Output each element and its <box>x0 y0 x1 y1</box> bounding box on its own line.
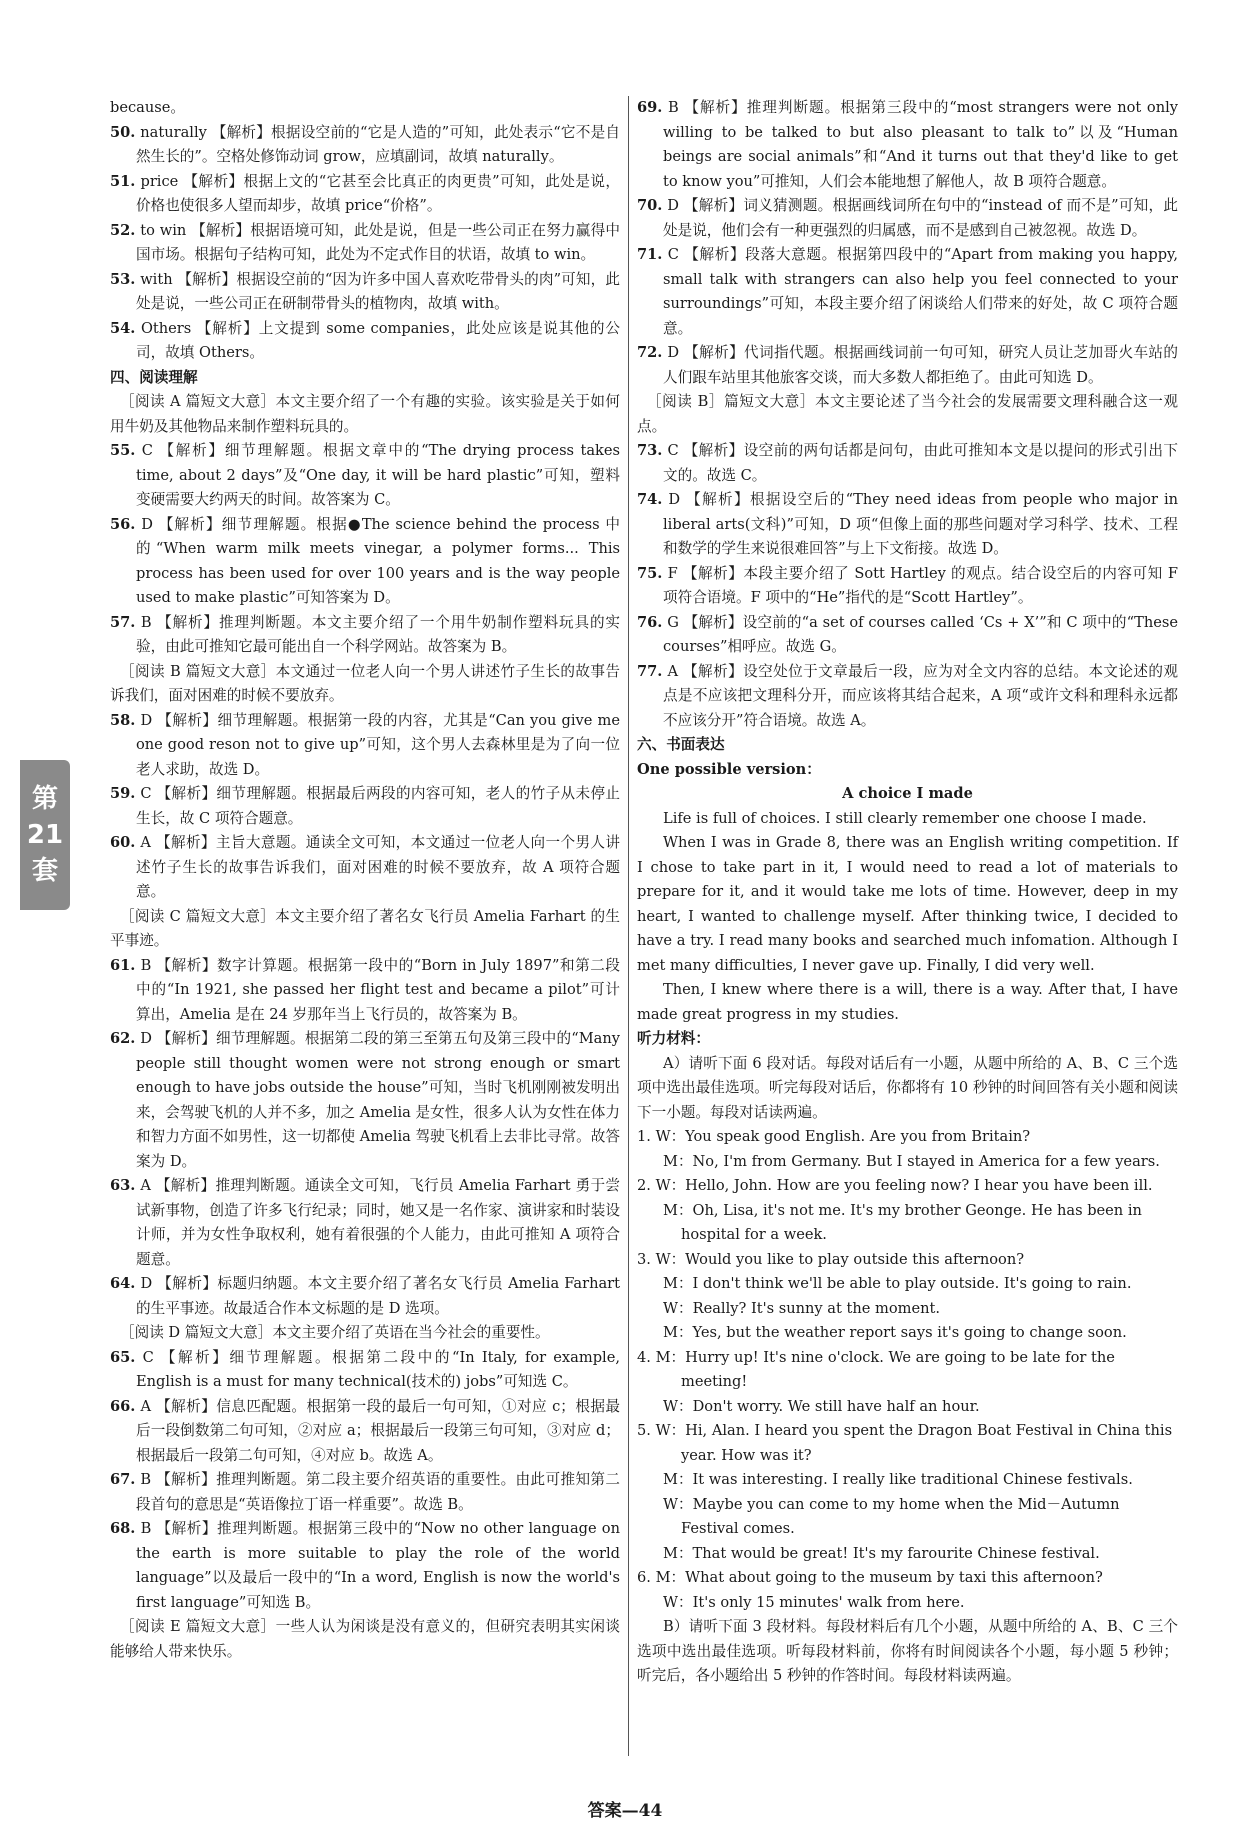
text-line: because。 <box>110 99 185 116</box>
essay-paragraph: Then, I knew where there is a will, there is a way. After that, I have made great progress in my studies. <box>637 981 1178 1023</box>
passage-summary: ［阅读 E 篇短文大意］一些人认为闲谈是没有意义的，但研究表明其实闲谈能够给人带来快乐。 <box>110 1618 620 1660</box>
passage-summary: ［阅读 C 篇短文大意］本文主要介绍了著名女飞行员 Amelia Farhart 的生平事迹。 <box>110 907 620 949</box>
listening-instructions: B）请听下面 3 段材料。每段材料后有几个小题，从题中所给的 A、B、C 三个选项中选出最佳选项。听每段材料前，你将有时间阅读各个小题，每小题 5 秒钟；听完后，各小题给出 5 秒钟的作答时间。每段材料读两遍。 <box>637 1618 1178 1684</box>
answer-67: 67. B 【解析】推理判断题。第二段主要介绍英语的重要性。由此可推知第二段首句的意思是“英语像拉丁语一样重要”。故选 B。 <box>110 1471 621 1513</box>
section-heading: 听力材料： <box>637 1030 710 1047</box>
answer-74: 74. D 【解析】根据设空后的“They need ideas from people who major in liberal arts(文科)”可知，D 项“但像上面的那些问题对学习科学、技术、工程和数学的学生来说很难回答”与上下文衔接。故选 D。 <box>637 491 1179 557</box>
answer-56: 56. D 【解析】细节理解题。根据●The science behind the process 中的“When warm milk meets vinegar, a polymer forms... This process has been used for over 100 years and is the way people used to make plastic”可知答案为 D。 <box>110 515 620 606</box>
essay-title: A choice I made <box>842 785 973 802</box>
dialogue-line: M：That would be great! It's my farourite Chinese festival. <box>663 1544 1100 1562</box>
answer-72: 72. D 【解析】代词指代题。根据画线词前一句可知，研究人员让芝加哥火车站的人们跟车站里其他旅客交谈，而大多数人都拒绝了。由此可知选 D。 <box>637 344 1179 386</box>
side-tab-char: 21 <box>26 820 64 850</box>
answer-75: 75. F 【解析】本段主要介绍了 Sott Hartley 的观点。结合设空后的内容可知 F 项符合语境。F 项中的“He”指代的是“Scott Hartley”。 <box>637 564 1179 606</box>
left-column <box>110 96 620 1664</box>
answer-70: 70. D 【解析】词义猜测题。根据画线词所在句中的“instead of 而不是”可知，此处是说，他们会有一种更强烈的归属感，而不是感到自己被忽视。故选 D。 <box>637 197 1178 239</box>
passage-summary: ［阅读 B 篇短文大意］本文通过一位老人向一个男人讲述竹子生长的故事告诉我们，面对困难的时候不要放弃。 <box>110 662 620 704</box>
dialogue-line: W：Really? It's sunny at the moment. <box>663 1299 941 1317</box>
answer-68: 68. B 【解析】推理判断题。根据第三段中的“Now no other language on the earth is more suitable to play the role of the world language”以及最后一段中的“In a word, English is now the world's first language”可知选 B。 <box>110 1520 620 1611</box>
answer-73: 73. C 【解析】设空前的两句话都是问句，由此可推知本文是以提问的形式引出下文的。故选 C。 <box>637 442 1179 484</box>
sample-label: One possible version： <box>637 760 821 778</box>
dialogue-line: 2. W：Hello, John. How are you feeling now? I hear you have been ill. <box>637 1177 1153 1194</box>
passage-summary: ［阅读 B］篇短文大意］本文主要论述了当今社会的发展需要文理科融合这一观点。 <box>637 393 1178 435</box>
dialogue-line: M：Yes, but the weather report says it's going to change soon. <box>663 1324 1127 1341</box>
dialogue-line: 6. M：What about going to the museum by taxi this afternoon? <box>637 1569 1103 1586</box>
dialogue-line: 4. M：Hurry up! It's nine o'clock. We are going to be late for the meeting! <box>637 1348 1115 1390</box>
dialogue-line: W：Don't worry. We still have half an hour. <box>663 1397 980 1415</box>
answer-54: 54. Others 【解析】上文提到 some companies，此处应该是说其他的公司，故填 Others。 <box>110 319 620 361</box>
listening-instructions: A）请听下面 6 段对话。每段对话后有一小题，从题中所给的 A、B、C 三个选项中选出最佳选项。听完每段对话后，你都将有 10 秒钟的时间回答有关小题和阅读下一小题。每段对话读两遍。 <box>637 1054 1178 1121</box>
answer-57: 57. B 【解析】推理判断题。本文主要介绍了一个用牛奶制作塑料玩具的实验，由此可推知它最可能出自一个科学网站。故答案为 B。 <box>110 613 621 655</box>
answer-66: 66. A 【解析】信息匹配题。根据第一段的最后一句可知，①对应 c；根据最后一段倒数第二句可知，②对应 a；根据最后一段第三句可知，③对应 d；根据最后一段第二句可知，④对应 b。故选 A。 <box>110 1397 621 1464</box>
answer-51: 51. price 【解析】根据上文的“它甚至会比真正的肉更贵”可知，此处是说，价格也使很多人望而却步，故填 price“价格”。 <box>110 172 621 214</box>
answer-61: 61. B 【解析】数字计算题。根据第一段中的“Born in July 1897”和第二段中的“In 1921, she passed her flight test and became a pilot”可计算出，Amelia 是在 24 岁那年当上飞行员的，故答案为 B。 <box>110 956 620 1023</box>
passage-summary: ［阅读 A 篇短文大意］本文主要介绍了一个有趣的实验。该实验是关于如何用牛奶及其他物品来制作塑料玩具的。 <box>110 393 620 435</box>
dialogue-line: W：It's only 15 minutes' walk from here. <box>663 1593 965 1611</box>
answer-55: 55. C 【解析】细节理解题。根据文章中的“The drying process takes time, about 2 days”及“One day, it will be hard plastic”可知，塑料变硬需要大约两天的时间。故答案为 C。 <box>110 442 620 508</box>
answer-50: 50. naturally 【解析】根据设空前的“它是人造的”可知，此处表示“它不是自然生长的”。空格处修饰动词 grow，应填副词，故填 naturally。 <box>110 123 620 165</box>
answer-62: 62. D 【解析】细节理解题。根据第二段的第三至第五句及第三段中的“Many people still thought women were not strong enough or smart enough to have jobs outside the house”可知，当时飞机刚刚被发明出来，会驾驶飞机的人并不多，加之 Amelia 是女性，很多人认为女性在体力和智力方面不如男性，这一切都使 Amelia 驾驶飞机看上去非比寻常。故答案为 D。 <box>110 1030 621 1170</box>
section-heading: 六、书面表达 <box>637 736 725 753</box>
side-tab-char: 套 <box>31 856 58 886</box>
page-number: 答案—44 <box>587 1801 663 1821</box>
right-column <box>637 96 1178 1689</box>
answer-60: 60. A 【解析】主旨大意题。通读全文可知，本文通过一位老人向一个男人讲述竹子生长的故事告诉我们，面对困难的时候不要放弃，故 A 项符合题意。 <box>110 834 620 900</box>
dialogue-line: M：It was interesting. I really like traditional Chinese festivals. <box>663 1471 1133 1488</box>
answer-71: 71. C 【解析】段落大意题。根据第四段中的“Apart from making you happy, small talk with strangers can also help you feel connected to your surroundings”可知，本段主要介绍了闲谈给人们带来的好处，故 C 项符合题意。 <box>637 246 1178 337</box>
answer-63: 63. A 【解析】推理判断题。通读全文可知，飞行员 Amelia Farhart 勇于尝试新事物，创造了许多飞行纪录；同时，她又是一名作家、演讲家和时装设计师，并为女性争取权利，她有着很强的个人能力，由此可推知 A 项符合题意。 <box>110 1177 620 1268</box>
section-heading: 四、阅读理解 <box>110 368 198 386</box>
dialogue-line: 3. W：Would you like to play outside this afternoon? <box>637 1250 1025 1268</box>
answer-76: 76. G 【解析】设空前的“a set of courses called ‘Cs + X’”和 C 项中的“These courses”相呼应。故选 G。 <box>637 613 1178 655</box>
answer-65: 65. C 【解析】细节理解题。根据第二段中的“In Italy, for example, English is a must for many technical(技术的) jobs”可知选 C。 <box>110 1348 620 1390</box>
essay-paragraph: When I was in Grade 8, there was an English writing competition. If I chose to take part in it, I would need to read a lot of materials to prepare for it, and it would take me lots of time. However, deep in my heart, I wanted to challenge myself. After thinking twice, I decided to have a try. I read many books and searched much infomation. Although I met many difficulties, I never gave up. Finally, I did very well. <box>637 834 1178 974</box>
dialogue-line: 5. W：Hi, Alan. I heard you spent the Dragon Boat Festival in China this year. How was it? <box>637 1422 1173 1464</box>
column-divider <box>628 96 629 1756</box>
dialogue-line: W：Maybe you can come to my home when the Mid－Autumn Festival comes. <box>663 1495 1120 1537</box>
dialogue-line: M：No, I'm from Germany. But I stayed in America for a few years. <box>663 1152 1160 1170</box>
answer-58: 58. D 【解析】细节理解题。根据第一段的内容，尤其是“Can you give me one good reson not to give up”可知，这个男人去森林里是为了向一位老人求助，故选 D。 <box>110 711 621 778</box>
answer-77: 77. A 【解析】设空处位于文章最后一段，应为对全文内容的总结。本文论述的观点是不应该把文理科分开，而应该将其结合起来，A 项“或许文科和理科永远都不应该分开”符合语境。故选 A。 <box>637 662 1178 729</box>
answer-53: 53. with 【解析】根据设空前的“因为许多中国人喜欢吃带骨头的肉”可知，此处是说，一些公司正在研制带骨头的植物肉，故填 with。 <box>110 270 620 312</box>
essay-paragraph: Life is full of choices. I still clearly remember one choose I made. <box>663 809 1147 827</box>
side-tab-char: 第 <box>31 784 58 814</box>
answer-59: 59. C 【解析】细节理解题。根据最后两段的内容可知，老人的竹子从未停止生长，故 C 项符合题意。 <box>110 785 621 827</box>
dialogue-line: M：Oh, Lisa, it's not me. It's my brother Geonge. He has been in hospital for a week. <box>663 1201 1142 1243</box>
set-number-tab <box>20 760 70 910</box>
answer-52: 52. to win 【解析】根据语境可知，此处是说，但是一些公司正在努力赢得中国市场。根据句子结构可知，此处为不定式作目的状语，故填 to win。 <box>110 221 620 263</box>
answer-69: 69. B 【解析】推理判断题。根据第三段中的“most strangers were not only willing to be talked to but also pleasant to talk to”以及“Human beings are social animals”和“And it turns out that they'd like to get to know you”可推知，人们会本能地想了解他人，故 B 项符合题意。 <box>637 99 1179 190</box>
dialogue-line: 1. W：You speak good English. Are you from Britain? <box>637 1128 1031 1145</box>
answer-64: 64. D 【解析】标题归纳题。本文主要介绍了著名女飞行员 Amelia Farhart 的生平事迹。故最适合作本文标题的是 D 选项。 <box>110 1275 621 1317</box>
dialogue-line: M：I don't think we'll be able to play outside. It's going to rain. <box>663 1275 1132 1292</box>
passage-summary: ［阅读 D 篇短文大意］本文主要介绍了英语在当今社会的重要性。 <box>120 1324 550 1341</box>
